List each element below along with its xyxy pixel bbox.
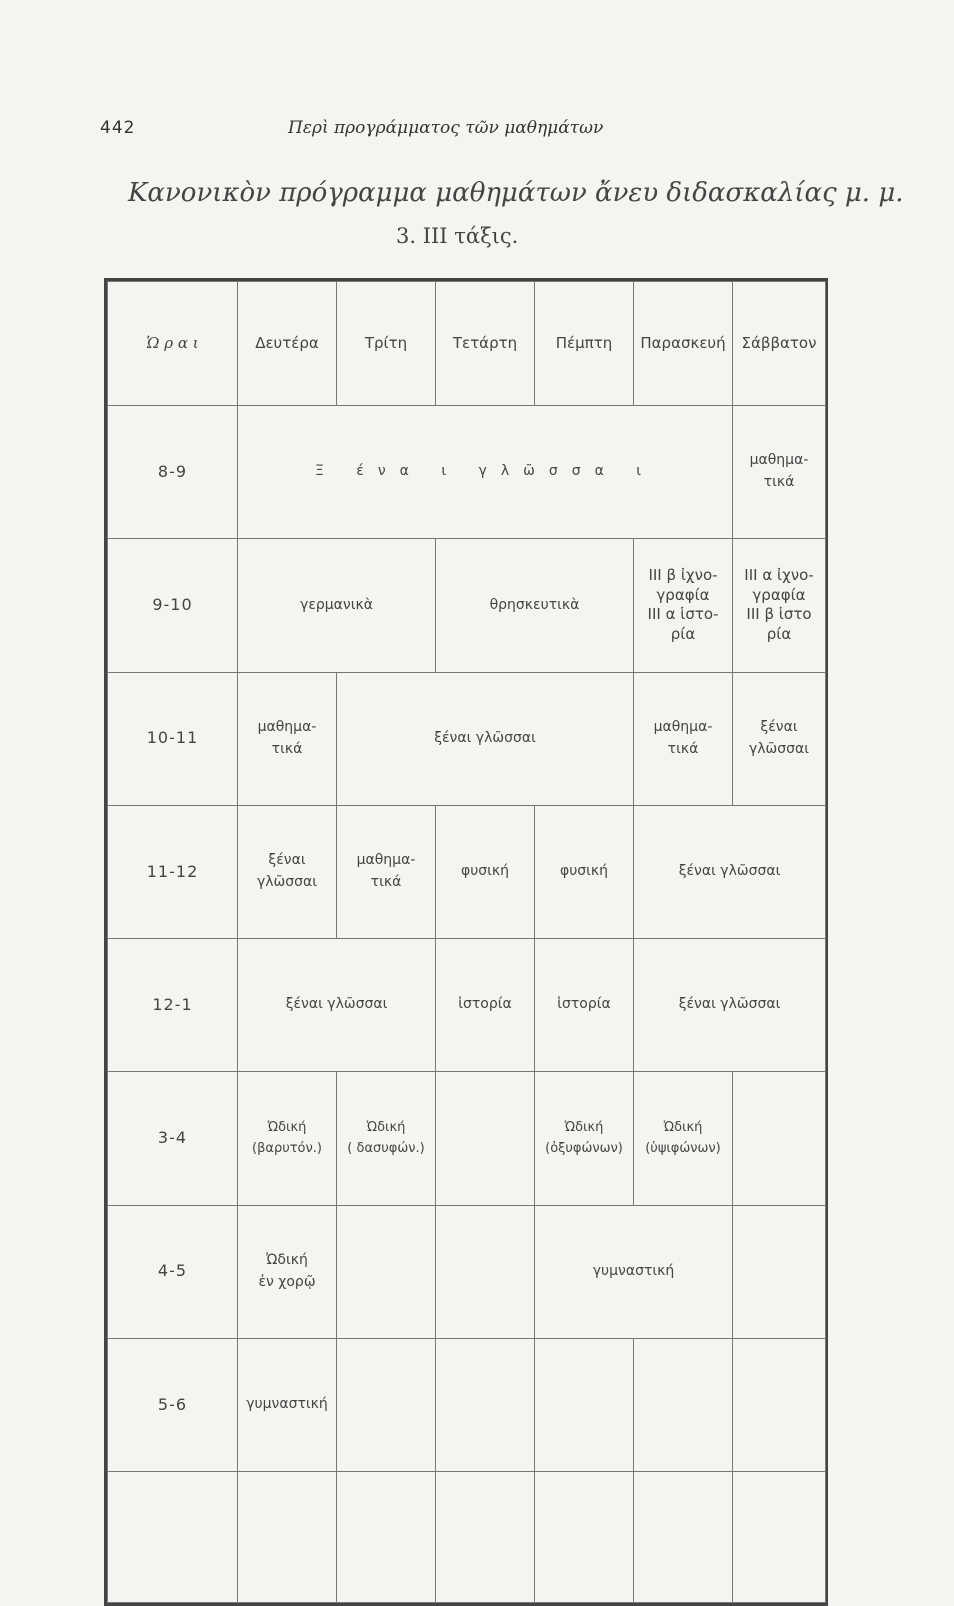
- column-header-hours: Ὡ ρ α ι: [108, 282, 238, 406]
- schedule-cell: Ὠδική ἐν χορῷ: [238, 1205, 337, 1338]
- schedule-cell: [535, 1338, 634, 1471]
- schedule-cell: ἱστορία: [436, 939, 535, 1072]
- hour-cell: 11-12: [108, 805, 238, 938]
- schedule-cell: μαθημα- τικά: [733, 406, 826, 539]
- column-header-saturday: Σάββατον: [733, 282, 826, 406]
- schedule-cell: [337, 1472, 436, 1603]
- column-header-wednesday: Τετάρτη: [436, 282, 535, 406]
- schedule-cell: [436, 1072, 535, 1205]
- hour-cell: 5-6: [108, 1338, 238, 1471]
- schedule-cell: Ξ ένα ι γλῶσσα ι: [238, 406, 733, 539]
- column-header-tuesday: Τρίτη: [337, 282, 436, 406]
- schedule-cell: [634, 1338, 733, 1471]
- table-row: [108, 939, 826, 1072]
- schedule-cell: ξέναι γλῶσσαι: [337, 672, 634, 805]
- hour-cell: 8-9: [108, 406, 238, 539]
- hour-cell: 12-1: [108, 939, 238, 1072]
- schedule-cell: [436, 1338, 535, 1471]
- table-row: [108, 805, 826, 938]
- hour-cell: 10-11: [108, 672, 238, 805]
- column-header-monday: Δευτέρα: [238, 282, 337, 406]
- schedule-cell: θρησκευτικὰ: [436, 539, 634, 672]
- column-header-thursday: Πέμπτη: [535, 282, 634, 406]
- schedule-cell: ξέναι γλῶσσαι: [238, 805, 337, 938]
- schedule-cell: ξέναι γλῶσσαι: [634, 805, 826, 938]
- schedule-cell: [733, 1072, 826, 1205]
- hour-cell: [108, 1472, 238, 1603]
- page-header: [0, 118, 954, 148]
- schedule-cell: Ὠδική (ὀξυφώνων): [535, 1072, 634, 1205]
- hour-cell: 4-5: [108, 1205, 238, 1338]
- schedule-cell: ἱστορία: [535, 939, 634, 1072]
- schedule-cell: Ὠδική ( δασυφών.): [337, 1072, 436, 1205]
- table-row: [108, 539, 826, 672]
- schedule-cell: ξέναι γλῶσσαι: [238, 939, 436, 1072]
- running-title: Περὶ προγράμματος τῶν μαθημάτων: [288, 118, 604, 138]
- schedule-cell: ξέναι γλῶσσαι: [634, 939, 826, 1072]
- schedule-cell: [634, 1472, 733, 1603]
- table-row: [108, 1472, 826, 1603]
- table-row: [108, 1205, 826, 1338]
- schedule-cell: ΙΙΙ β ἰχνο- γραφία ΙΙΙ α ἱστο- ρία: [634, 539, 733, 672]
- hour-cell: 3-4: [108, 1072, 238, 1205]
- table-row: [108, 1072, 826, 1205]
- document-title: Κανονικὸν πρόγραμμα μαθημάτων ἄνευ διδασκαλίας μ. μ.: [128, 178, 904, 208]
- schedule-cell: [733, 1338, 826, 1471]
- schedule-cell: ξέναι γλῶσσαι: [733, 672, 826, 805]
- hour-cell: 9-10: [108, 539, 238, 672]
- schedule-cell: [436, 1472, 535, 1603]
- schedule-cell: ΙΙΙ α ἰχνο- γραφία ΙΙΙ β ἱστο ρία: [733, 539, 826, 672]
- table-row: [108, 406, 826, 539]
- schedule-cell: μαθημα- τικά: [238, 672, 337, 805]
- table-header-row: [108, 282, 826, 406]
- schedule-cell: [733, 1205, 826, 1338]
- schedule-table: [107, 281, 826, 1603]
- schedule-cell: Ὠδική (ὑψιφώνων): [634, 1072, 733, 1205]
- schedule-cell: [337, 1338, 436, 1471]
- table-row: [108, 1338, 826, 1471]
- schedule-cell: [238, 1472, 337, 1603]
- schedule-cell: γυμναστική: [238, 1338, 337, 1471]
- column-header-friday: Παρασκευή: [634, 282, 733, 406]
- schedule-cell: γυμναστική: [535, 1205, 733, 1338]
- schedule-table-frame: [104, 278, 828, 1606]
- document-subtitle: 3. ΙΙΙ τάξις.: [396, 224, 519, 248]
- schedule-cell: [733, 1472, 826, 1603]
- schedule-cell: φυσική: [535, 805, 634, 938]
- schedule-cell: [535, 1472, 634, 1603]
- schedule-cell: φυσική: [436, 805, 535, 938]
- schedule-cell: [337, 1205, 436, 1338]
- schedule-cell: μαθημα- τικά: [337, 805, 436, 938]
- schedule-cell: μαθημα- τικά: [634, 672, 733, 805]
- schedule-cell: γερμανικὰ: [238, 539, 436, 672]
- table-row: [108, 672, 826, 805]
- schedule-cell: [436, 1205, 535, 1338]
- page-number: 442: [100, 118, 136, 138]
- schedule-cell: Ὠδική (βαρυτόν.): [238, 1072, 337, 1205]
